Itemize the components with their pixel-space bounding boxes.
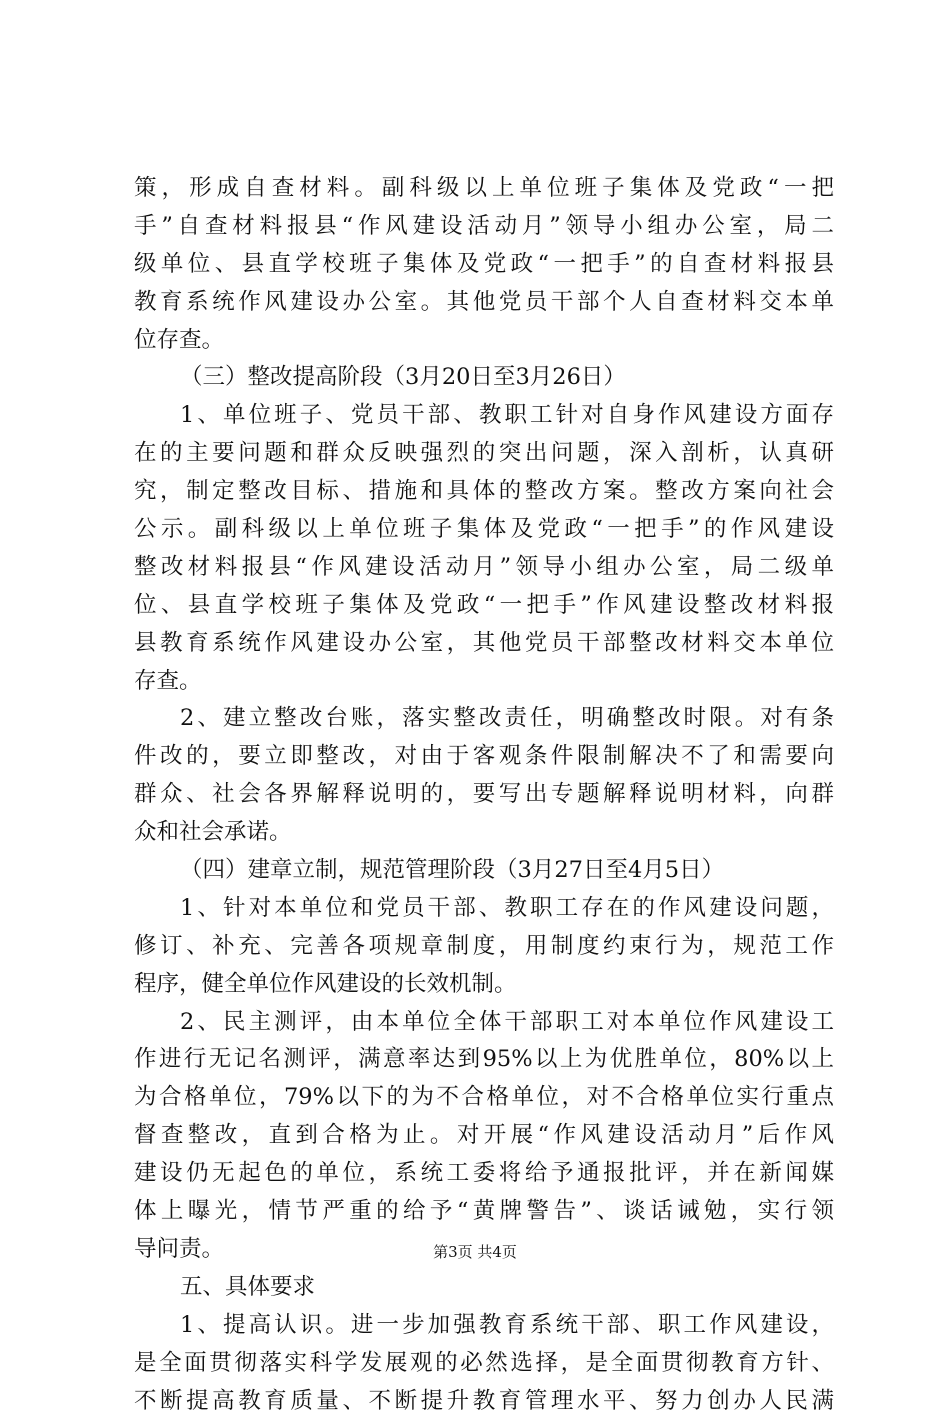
text-line: 导问责。	[134, 1231, 834, 1269]
text-line: 修订、补充、完善各项规章制度，用制度约束行为，规范工作	[134, 928, 834, 966]
text-line: （四）建章立制，规范管理阶段（3月27日至4月5日）	[134, 852, 834, 890]
text-line: 不断提高教育质量、不断提升教育管理水平、努力创办人民满	[134, 1383, 834, 1420]
text-line: 级单位、县直学校班子集体及党政“一把手”的自查材料报县	[134, 246, 834, 284]
text-line: 1、提高认识。进一步加强教育系统干部、职工作风建设，	[134, 1307, 834, 1345]
text-line: 体上曝光，情节严重的给予“黄牌警告”、谈话诫勉，实行领	[134, 1193, 834, 1231]
text-line: 程序，健全单位作风建设的长效机制。	[134, 966, 834, 1004]
page-footer: 第3页 共4页	[0, 1242, 950, 1262]
document-body	[134, 170, 834, 1420]
text-line: 整改材料报县“作风建设活动月”领导小组办公室，局二级单	[134, 549, 834, 587]
text-line: 是全面贯彻落实科学发展观的必然选择，是全面贯彻教育方针、	[134, 1345, 834, 1383]
text-line: 1、单位班子、党员干部、教职工针对自身作风建设方面存	[134, 397, 834, 435]
text-line: 在的主要问题和群众反映强烈的突出问题，深入剖析，认真研	[134, 435, 834, 473]
text-line: 2、民主测评，由本单位全体干部职工对本单位作风建设工	[134, 1004, 834, 1042]
text-line: 作进行无记名测评，满意率达到95%以上为优胜单位，80%以上	[134, 1041, 834, 1079]
text-line: 五、具体要求	[134, 1269, 834, 1307]
text-line: 手”自查材料报县“作风建设活动月”领导小组办公室，局二	[134, 208, 834, 246]
text-line: 策，形成自查材料。副科级以上单位班子集体及党政“一把	[134, 170, 834, 208]
text-line: 1、针对本单位和党员干部、教职工存在的作风建设问题，	[134, 890, 834, 928]
text-line: 建设仍无起色的单位，系统工委将给予通报批评，并在新闻媒	[134, 1155, 834, 1193]
text-line: 件改的，要立即整改，对由于客观条件限制解决不了和需要向	[134, 738, 834, 776]
text-line: 督查整改，直到合格为止。对开展“作风建设活动月”后作风	[134, 1117, 834, 1155]
text-line: 公示。副科级以上单位班子集体及党政“一把手”的作风建设	[134, 511, 834, 549]
text-line: 究，制定整改目标、措施和具体的整改方案。整改方案向社会	[134, 473, 834, 511]
text-line: （三）整改提高阶段（3月20日至3月26日）	[134, 359, 834, 397]
text-line: 存查。	[134, 663, 834, 701]
text-line: 县教育系统作风建设办公室，其他党员干部整改材料交本单位	[134, 625, 834, 663]
text-line: 教育系统作风建设办公室。其他党员干部个人自查材料交本单	[134, 284, 834, 322]
text-line: 众和社会承诺。	[134, 814, 834, 852]
text-line: 位存查。	[134, 322, 834, 360]
text-line: 2、建立整改台账，落实整改责任，明确整改时限。对有条	[134, 700, 834, 738]
text-line: 位、县直学校班子集体及党政“一把手”作风建设整改材料报	[134, 587, 834, 625]
text-line: 群众、社会各界解释说明的，要写出专题解释说明材料，向群	[134, 776, 834, 814]
text-line: 为合格单位，79%以下的为不合格单位，对不合格单位实行重点	[134, 1079, 834, 1117]
